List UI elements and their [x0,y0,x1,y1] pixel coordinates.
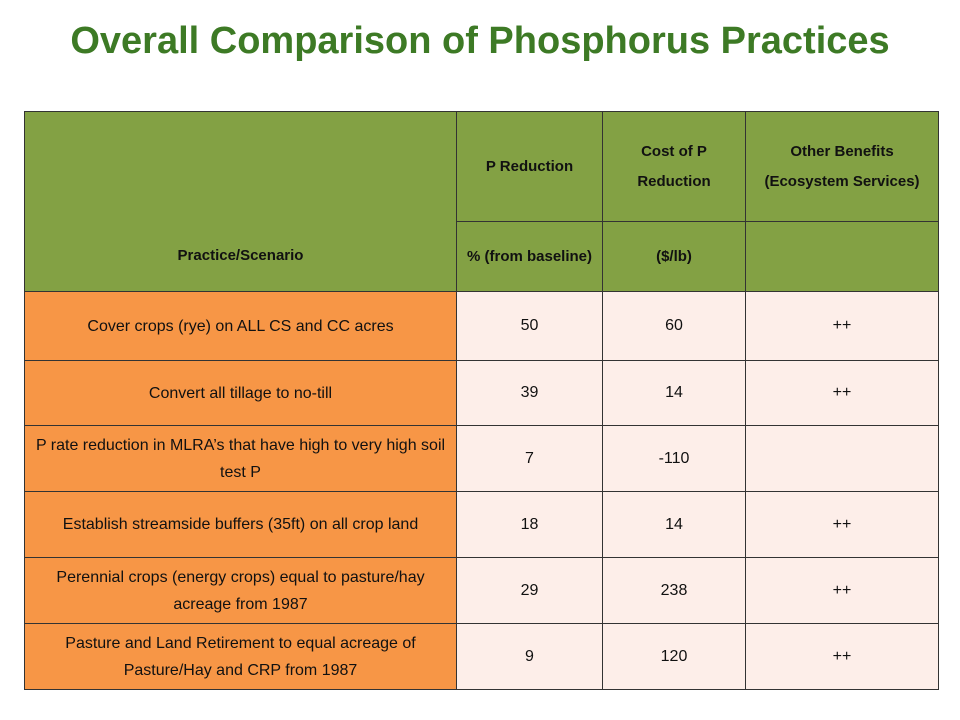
table-row [25,558,939,624]
benefits-cell: ++ [746,558,939,624]
benefits-cell: ++ [746,361,939,426]
practice-cell: Convert all tillage to no-till [25,361,457,426]
practice-cell: Perennial crops (energy crops) equal to pasture/hay acreage from 1987 [25,558,457,624]
cost-cell: 238 [603,558,746,624]
p-reduction-cell: 7 [457,426,603,492]
practice-cell: Cover crops (rye) on ALL CS and CC acres [25,292,457,361]
benefits-cell [746,426,939,492]
practice-cell: P rate reduction in MLRA’s that have high to very high soil test P [25,426,457,492]
header-p-reduction: P Reduction [457,112,603,222]
header-p-reduction-unit: % (from baseline) [457,222,603,292]
header-other-benefits: Other Benefits (Ecosystem Services) [746,112,939,222]
p-reduction-cell: 50 [457,292,603,361]
header-cost: Cost of P Reduction [603,112,746,222]
header-practice: Practice/Scenario [25,112,457,292]
p-reduction-cell: 39 [457,361,603,426]
cost-cell: 60 [603,292,746,361]
practice-cell: Establish streamside buffers (35ft) on all crop land [25,492,457,558]
p-reduction-cell: 29 [457,558,603,624]
benefits-cell: ++ [746,292,939,361]
table-row [25,426,939,492]
practice-cell: Pasture and Land Retirement to equal acreage of Pasture/Hay and CRP from 1987 [25,624,457,690]
comparison-table [24,111,939,690]
table-row [25,292,939,361]
cost-cell: -110 [603,426,746,492]
p-reduction-cell: 18 [457,492,603,558]
table-row [25,361,939,426]
table-row [25,624,939,690]
cost-cell: 14 [603,361,746,426]
table-row [25,492,939,558]
cost-cell: 14 [603,492,746,558]
cost-cell: 120 [603,624,746,690]
header-cost-unit: ($/lb) [603,222,746,292]
p-reduction-cell: 9 [457,624,603,690]
slide-title: Overall Comparison of Phosphorus Practices [70,20,890,62]
benefits-cell: ++ [746,492,939,558]
benefits-cell: ++ [746,624,939,690]
header-row-1 [25,112,939,222]
header-other-unit [746,222,939,292]
